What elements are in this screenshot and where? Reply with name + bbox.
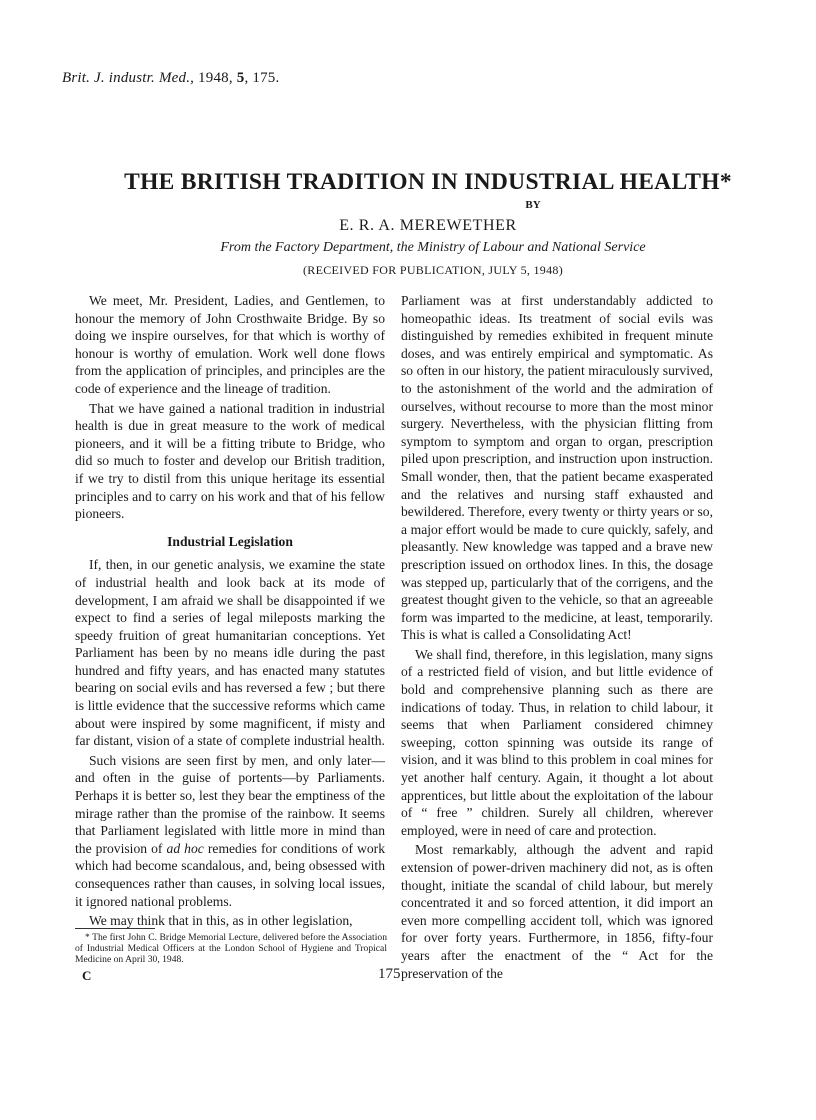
title-block [0, 168, 816, 278]
article-title: THE BRITISH TRADITION IN INDUSTRIAL HEALTH* [124, 169, 732, 195]
paragraph: We may think that in this, as in other legislation, [89, 913, 353, 929]
journal-volume: 5 [236, 70, 245, 86]
section-heading: Industrial Legislation [167, 533, 293, 549]
paragraph: That we have gained a national tradition in industrial health is due in great measure to the work of medical pioneers, and it will be a fitting tribute to Bridge, who did so much to foster and develop our British tradition, if we try to distil from this unique heritage its essential principles and to carry on his work and that of his fellow pioneers. [75, 400, 385, 522]
received-date: (RECEIVED FOR PUBLICATION, JULY 5, 1948) [302, 263, 563, 277]
journal-year: , 1948, [190, 70, 237, 86]
paragraph: If, then, in our genetic analysis, we examine the state of industrial health and look back at its mode of development, I am afraid we shall be disappointed if we expect to find a series of legal mileposts marking the speedy fruition of great humanitarian conceptions. Yet Parliament has been by no means idle during the past hundred and fifty years, and has enacted many statutes bearing on social evils and has reversed a few ; but there is little evidence that the successive reforms which came about were inspired by some magnificent, if misty and far distant, vision of a state of complete industrial health. [75, 557, 385, 749]
page-number: 175 [378, 966, 401, 982]
paragraph-text: Such visions are seen first by men, and only later—and often in the guise of portents—by Parliaments. Perhaps it is better so, lest they bear the emptiness of the mirage rather than the promise of the rainbow. It seems that Parliament legislated with little more in mind than the provision of [75, 752, 385, 856]
paragraph: Parliament was at first understandably addicted to homeopathic ideas. Its treatment of social evils was distinguished by remedies exhibited in frequent minute doses, and was entirely empirical and symptomatic. As so often in our history, the patient miraculously survived, to the astonishment of the world and the admiration of ourselves, without recourse to more than the most minor surgery. Nevertheless, with the physician flitting from symptom to symptom and organ to organ, prescription piled upon prescription, and instruction upon instruction. Small wonder, then, that the patient became exasperated and the relatives and nursing staff exhausted and bewildered. Therefore, every twenty or thirty years or so, a major effort would be made to cure quickly, safely, and pleasantly. New knowledge was tapped and a brave new prescription issued on orthodox lines. In this, the dosage was stepped up, particularly that of the corrigens, and the greatest thought given to the vehicle, so that an agreeable form was imparted to the medicine, at least, temporarily. This is what is called a Consolidating Act! [401, 293, 713, 643]
author-name: E. R. A. MEREWETHER [339, 217, 517, 234]
journal-citation [62, 70, 279, 87]
right-column [401, 292, 713, 984]
paragraph: Most remarkably, although the advent and rapid extension of power-driven machinery did not, as is often thought, initiate the scandal of child labour, but merely concentrated it and so forced attention, it did import an even more compelling accident toll, which was ignored for over forty years. Furthermore, in 1856, fifty-four years after the enactment of the “ Act for the preservation of the [401, 842, 713, 981]
author-affiliation: From the Factory Department, the Ministry of Labour and National Service [220, 240, 646, 255]
footnote-divider [75, 928, 155, 929]
footnote: * The first John C. Bridge Memorial Lecture, delivered before the Association of Industrial Medical Officers at the London School of Hygiene and Tropical Medicine on April 30, 1948. [75, 932, 387, 965]
paragraph [75, 752, 385, 910]
byline-label: BY [525, 199, 541, 211]
signature-mark: C [82, 968, 92, 983]
paragraph: We shall find, therefore, in this legislation, many signs of a restricted field of vision, and but little evidence of bold and comprehensive planning such as there are indications of today. Thus, in relation to child labour, it seems that when Parliament considered chimney sweeping, cotton spinning was outside its range of vision, and it was blind to this problem in coal mines for yet another half century. Again, it thought a lot about apprentices, but little about the exploitation of the labour of “ free ” children. Surely all children, wherever employed, were in need of care and protection. [401, 646, 713, 838]
italic-term: ad hoc [166, 840, 204, 856]
left-column [75, 292, 385, 932]
paragraph-text: remedies for conditions of work which had become scandalous, and, being obsessed with consequences rather than causes, in solving local issues, it ignored national problems. [75, 840, 385, 909]
paragraph: We meet, Mr. President, Ladies, and Gentlemen, to honour the memory of John Crosthwaite Bridge. By so doing we inspire ourselves, for that which is worthy of honour is worthy of emulation. Work well done flows from the application of principles, and principles are the code of experience and the lineage of tradition. [75, 293, 385, 396]
journal-name: Brit. J. industr. Med. [62, 70, 191, 86]
journal-page-ref: , 175. [244, 70, 280, 86]
